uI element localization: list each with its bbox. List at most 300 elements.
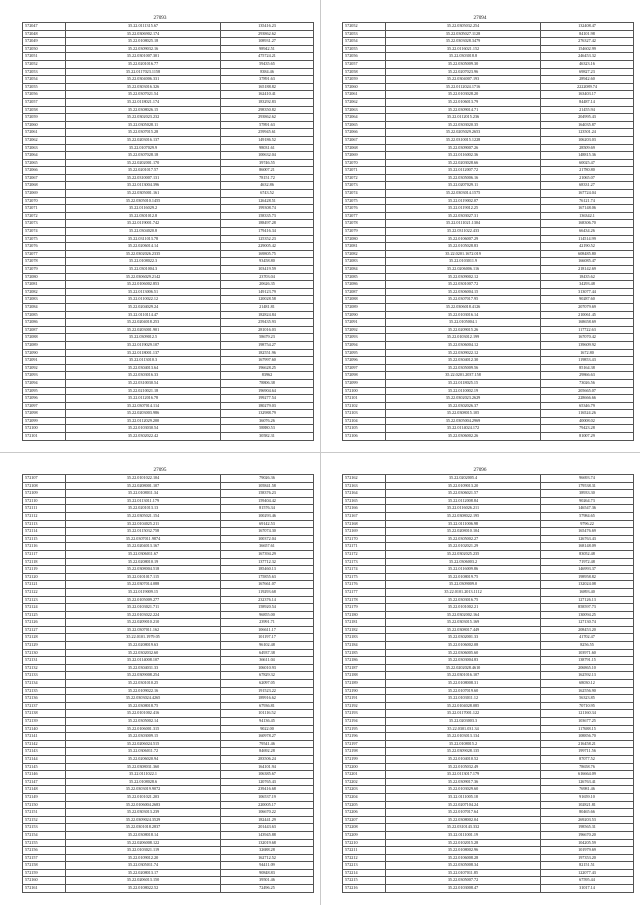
row-id-cell: 572199 <box>343 755 386 763</box>
parcel-code-cell: 35.22.0305032.254 <box>386 23 541 31</box>
parcel-code-cell: 35.22.0305006.16 <box>386 174 541 182</box>
row-id-cell: 572096 <box>343 357 386 365</box>
amount-cell: 57984.65 <box>541 512 634 520</box>
parcel-code-cell: 35.22.0311013.78 <box>66 235 221 243</box>
table-row <box>23 664 314 672</box>
amount-cell: 164035.87 <box>541 121 634 129</box>
row-id-cell: 572159 <box>23 869 66 877</box>
row-id-cell: 572121 <box>23 581 66 589</box>
table-row <box>23 182 314 190</box>
row-id-cell: 572083 <box>343 258 386 266</box>
row-id-cell: 572191 <box>343 695 386 703</box>
row-id-cell: 572082 <box>23 288 66 296</box>
parcel-code-cell: 35.22.0308031.360 <box>66 763 221 771</box>
table-row <box>23 379 314 387</box>
row-id-cell: 572076 <box>343 205 386 213</box>
amount-cell: 28509.69 <box>541 144 634 152</box>
row-id-cell: 572100 <box>23 425 66 433</box>
row-id-cell: 572204 <box>343 793 386 801</box>
row-id-cell: 572092 <box>343 326 386 334</box>
table-row <box>343 596 634 604</box>
row-id-cell: 572072 <box>343 174 386 182</box>
table-row <box>23 319 314 327</box>
table-row <box>23 740 314 748</box>
parcel-code-cell: 35.22.0107019.60 <box>386 687 541 695</box>
table-row <box>23 311 314 319</box>
parcel-code-cell: 35.22.0308026.15 <box>66 106 221 114</box>
amount-cell: 21455.94 <box>541 106 634 114</box>
row-id-cell: 572203 <box>343 786 386 794</box>
amount-cell: 106537.19 <box>221 793 314 801</box>
parcel-code-cell: 35.22.0111001.19 <box>386 831 541 839</box>
amount-cell: 56323.85 <box>541 695 634 703</box>
table-row <box>23 505 314 513</box>
table-row <box>23 190 314 198</box>
parcel-code-cell: 35.22.0103011.9 <box>386 258 541 266</box>
table-row <box>343 364 634 372</box>
table-row <box>23 357 314 365</box>
parcel-code-cell: 35.22.0106004.2683 <box>66 801 221 809</box>
row-id-cell: 572126 <box>23 619 66 627</box>
parcel-code-cell: 35.22.0111022.1 <box>66 771 221 779</box>
parcel-code-cell: 35.22.0308002.04 <box>386 816 541 824</box>
row-id-cell: 572129 <box>23 642 66 650</box>
amount-cell: 201443.63 <box>221 824 314 832</box>
table-row <box>23 512 314 520</box>
amount-cell: 210061.45 <box>541 311 634 319</box>
amount-cell: 21481.81 <box>221 303 314 311</box>
table-row <box>23 30 314 38</box>
amount-cell: 94411.09 <box>221 862 314 870</box>
row-id-cell: 572196 <box>343 733 386 741</box>
table-row <box>23 144 314 152</box>
amount-cell: 100372.04 <box>221 535 314 543</box>
table-row <box>343 831 634 839</box>
parcel-code-cell: 35.22.0307017.95 <box>386 296 541 304</box>
parcel-code-cell: 35.22.0204013.167 <box>66 543 221 551</box>
parcel-code-cell: 35.22.0106013.79 <box>386 98 541 106</box>
row-id-cell: 572067 <box>343 136 386 144</box>
table-row <box>343 695 634 703</box>
amount-cell: 127130.74 <box>541 619 634 627</box>
table-row <box>23 38 314 46</box>
row-id-cell: 572174 <box>343 566 386 574</box>
table-row <box>343 395 634 403</box>
table-row <box>343 379 634 387</box>
amount-cell: 167724.04 <box>541 190 634 198</box>
parcel-code-cell: 35.22.0301012.8 <box>66 212 221 220</box>
amount-cell: 146993.37 <box>541 566 634 574</box>
parcel-code-cell: 35.22.0307011.9874 <box>66 535 221 543</box>
parcel-code-cell: 35.22.0305021.154 <box>66 512 221 520</box>
row-id-cell: 572061 <box>23 129 66 137</box>
table-row <box>23 801 314 809</box>
ledger-table <box>22 22 314 441</box>
table-row <box>23 588 314 596</box>
parcel-code-cell: 35.22.0303016.75 <box>386 596 541 604</box>
amount-cell: 158335.73 <box>221 212 314 220</box>
page-27093 <box>22 14 298 441</box>
parcel-code-cell: 35.22.0306002.26 <box>386 433 541 441</box>
amount-cell: 165476.69 <box>541 528 634 536</box>
parcel-code-cell: 35.22.0206024.515 <box>66 740 221 748</box>
parcel-code-cell: 35.22.0110022.12 <box>66 296 221 304</box>
row-id-cell: 572164 <box>343 490 386 498</box>
amount-cell: 259945.61 <box>221 129 314 137</box>
amount-cell: 229005.42 <box>221 243 314 251</box>
amount-cell: 36657.61 <box>221 543 314 551</box>
amount-cell: 62097.05 <box>221 680 314 688</box>
parcel-code-cell: 35.22.0308018.14 <box>66 831 221 839</box>
row-id-cell: 572065 <box>343 121 386 129</box>
amount-cell: 119853.43 <box>541 357 634 365</box>
row-id-cell: 572179 <box>343 604 386 612</box>
table-row <box>343 680 634 688</box>
parcel-code-cell: 35.22.0303028.3479 <box>386 38 541 46</box>
amount-cell: 167148.06 <box>541 205 634 213</box>
row-id-cell: 572087 <box>23 326 66 334</box>
row-id-cell: 572059 <box>343 76 386 84</box>
table-row <box>23 550 314 558</box>
table-row <box>23 425 314 433</box>
row-id-cell: 572168 <box>343 520 386 528</box>
row-id-cell: 572084 <box>23 303 66 311</box>
row-id-cell: 572131 <box>23 657 66 665</box>
amount-cell: 165188.82 <box>221 83 314 91</box>
parcel-code-cell: 35.22.0115032.758 <box>66 528 221 536</box>
amount-cell: 108931.27 <box>221 38 314 46</box>
amount-cell: 98942.51 <box>221 45 314 53</box>
amount-cell: 101197.17 <box>221 634 314 642</box>
amount-cell: 103971.60 <box>541 649 634 657</box>
amount-cell: 103419.59 <box>221 266 314 274</box>
table-row <box>343 581 634 589</box>
parcel-code-cell: 35.22.0306902.174 <box>66 30 221 38</box>
row-id-cell: 572060 <box>343 83 386 91</box>
amount-cell: 293862.62 <box>221 30 314 38</box>
row-id-cell: 572145 <box>23 763 66 771</box>
amount-cell: 146547.36 <box>541 505 634 513</box>
row-id-cell: 572066 <box>23 167 66 175</box>
page-title: 27093 <box>153 15 167 21</box>
row-id-cell: 572178 <box>343 596 386 604</box>
table-row <box>23 296 314 304</box>
row-id-cell: 572074 <box>343 190 386 198</box>
parcel-code-cell: 35.22.0118001.137 <box>66 349 221 357</box>
row-id-cell: 572186 <box>343 657 386 665</box>
amount-cell: 208453.20 <box>541 626 634 634</box>
parcel-code-cell: 35.22.0301007.72 <box>386 281 541 289</box>
parcel-code-cell: 35.22.0305028.11 <box>66 121 221 129</box>
table-row <box>343 433 634 441</box>
parcel-code-cell: 35.22.0202005.4 <box>386 475 541 483</box>
row-id-cell: 572214 <box>343 869 386 877</box>
table-row <box>343 425 634 433</box>
row-id-cell: 572106 <box>343 433 386 441</box>
parcel-code-cell: 35.22.0116009.86 <box>386 566 541 574</box>
amount-cell: 239416.68 <box>221 786 314 794</box>
row-id-cell: 572080 <box>343 235 386 243</box>
amount-cell: 46323.16 <box>541 60 634 68</box>
parcel-code-cell: 35.22.0116002.36 <box>386 152 541 160</box>
table-row <box>343 387 634 395</box>
parcel-code-cell: 35.22.0101.1979.05 <box>66 634 221 642</box>
row-id-cell: 572090 <box>23 349 66 357</box>
amount-cell: 84692.28 <box>221 748 314 756</box>
row-id-cell: 572146 <box>23 771 66 779</box>
amount-cell: 298350.82 <box>221 106 314 114</box>
amount-cell: 121160.34 <box>541 710 634 718</box>
table-row <box>23 755 314 763</box>
amount-cell: 87077.52 <box>541 755 634 763</box>
table-row <box>343 288 634 296</box>
parcel-code-cell: 35.22.0101021.203 <box>66 793 221 801</box>
table-row <box>23 372 314 380</box>
amount-cell: 96855.00 <box>221 611 314 619</box>
parcel-code-cell: 35.22.0104010.52 <box>386 755 541 763</box>
row-id-cell: 572055 <box>23 83 66 91</box>
amount-cell: 117722.63 <box>541 326 634 334</box>
parcel-code-cell: 35.22.0202001.170 <box>66 159 221 167</box>
amount-cell: 60025.47 <box>541 159 634 167</box>
row-id-cell: 572099 <box>343 379 386 387</box>
amount-cell: 182551.96 <box>221 349 314 357</box>
row-id-cell: 572166 <box>343 505 386 513</box>
row-id-cell: 572183 <box>343 634 386 642</box>
amount-cell: 102821.81 <box>541 801 634 809</box>
row-id-cell: 572055 <box>343 45 386 53</box>
table-row <box>343 619 634 627</box>
row-id-cell: 572081 <box>23 281 66 289</box>
amount-cell: 220005.17 <box>221 801 314 809</box>
parcel-code-cell: 35.22.0111006.98 <box>386 520 541 528</box>
table-row <box>23 482 314 490</box>
table-row <box>343 220 634 228</box>
amount-cell: 67936.81 <box>221 702 314 710</box>
row-id-cell: 572092 <box>23 364 66 372</box>
table-row <box>343 38 634 46</box>
amount-cell: 2222089.74 <box>541 83 634 91</box>
parcel-code-cell: 35.22.0106007.29 <box>386 235 541 243</box>
parcel-code-cell: 35.22.0303014.1575 <box>386 190 541 198</box>
table-row <box>23 281 314 289</box>
amount-cell: 106611.17 <box>221 626 314 634</box>
parcel-code-cell: 35.22.0106001.315 <box>66 725 221 733</box>
amount-cell: 1672.80 <box>541 349 634 357</box>
table-row <box>343 136 634 144</box>
table-row <box>343 121 634 129</box>
table-row <box>23 831 314 839</box>
row-id-cell: 572057 <box>23 98 66 106</box>
amount-cell: 31017.14 <box>541 885 634 893</box>
table-row <box>23 596 314 604</box>
row-id-cell: 572100 <box>343 387 386 395</box>
table-row <box>23 748 314 756</box>
row-id-cell: 572081 <box>343 243 386 251</box>
amount-cell: 162556.90 <box>541 687 634 695</box>
amount-cell: 132019.68 <box>221 839 314 847</box>
parcel-code-cell: 35.22.0116026.211 <box>386 505 541 513</box>
table-row <box>343 687 634 695</box>
row-id-cell: 572094 <box>23 379 66 387</box>
parcel-code-cell: 35.22.0102015.28 <box>386 839 541 847</box>
row-id-cell: 572128 <box>23 634 66 642</box>
table-row <box>343 114 634 122</box>
row-id-cell: 572102 <box>343 402 386 410</box>
table-row <box>343 341 634 349</box>
parcel-code-cell: 35.22.0101022.104 <box>66 475 221 483</box>
parcel-code-cell: 35.22.0306021.57 <box>386 490 541 498</box>
row-id-cell: 572066 <box>343 129 386 137</box>
table-row <box>23 718 314 726</box>
table-row <box>343 258 634 266</box>
table-row <box>343 657 634 665</box>
row-id-cell: 572172 <box>343 550 386 558</box>
parcel-code-cell: 35.22.0301.031.34 <box>386 725 541 733</box>
table-row <box>343 520 634 528</box>
row-id-cell: 572189 <box>343 680 386 688</box>
row-id-cell: 572141 <box>23 733 66 741</box>
parcel-code-cell: 35.22.0112015.236 <box>386 114 541 122</box>
table-row <box>23 212 314 220</box>
parcel-code-cell: 35.22.0302001.33 <box>386 634 541 642</box>
amount-cell: 41702.47 <box>541 634 634 642</box>
row-id-cell: 572093 <box>23 372 66 380</box>
parcel-code-cell: 35.22.0305010.1455 <box>66 197 221 205</box>
parcel-code-cell: 35.22.0306029.2142 <box>66 273 221 281</box>
amount-cell: 67595.44 <box>541 877 634 885</box>
parcel-code-cell: 35.22.0108011.34 <box>66 490 221 498</box>
table-row <box>343 550 634 558</box>
parcel-code-cell: 35.22.0111021.1304 <box>386 220 541 228</box>
row-id-cell: 572090 <box>343 311 386 319</box>
row-id-cell: 572169 <box>343 528 386 536</box>
row-id-cell: 572051 <box>23 53 66 61</box>
amount-cell: 21780.80 <box>541 167 634 175</box>
row-id-cell: 572085 <box>23 311 66 319</box>
table-row <box>343 497 634 505</box>
table-row <box>23 433 314 441</box>
row-id-cell: 572161 <box>23 885 66 893</box>
row-id-cell: 572171 <box>343 543 386 551</box>
amount-cell: 136342.1 <box>541 212 634 220</box>
row-id-cell: 572180 <box>343 611 386 619</box>
row-id-cell: 572111 <box>23 505 66 513</box>
parcel-code-cell: 35.22.0103016.14 <box>386 311 541 319</box>
amount-cell: 100632.04 <box>221 152 314 160</box>
parcel-code-cell: 35.22.0310015.1228 <box>386 136 541 144</box>
table-row <box>23 106 314 114</box>
parcel-code-cell: 35.22.0302026.37 <box>386 402 541 410</box>
table-row <box>343 604 634 612</box>
table-row <box>23 490 314 498</box>
parcel-code-cell: 35.22.0103011.12 <box>386 695 541 703</box>
amount-cell: 206865.10 <box>541 664 634 672</box>
table-row <box>23 649 314 657</box>
table-row <box>343 649 634 657</box>
parcel-code-cell: 35.22.0310007.131 <box>66 174 221 182</box>
amount-cell: 73026.56 <box>541 379 634 387</box>
amount-cell: 70710.95 <box>541 702 634 710</box>
amount-cell: 196904.64 <box>221 387 314 395</box>
table-row <box>23 611 314 619</box>
parcel-code-cell: 35.22.0114008.107 <box>66 657 221 665</box>
table-row <box>23 619 314 627</box>
parcel-code-cell: 35.22.0307014.114 <box>66 402 221 410</box>
row-id-cell: 572176 <box>343 581 386 589</box>
parcel-code-cell: 35.22.0108019.75 <box>386 573 541 581</box>
table-row <box>343 535 634 543</box>
row-id-cell: 572063 <box>343 106 386 114</box>
amount-cell: 167070.42 <box>541 334 634 342</box>
parcel-code-cell: 35.22.0112007.72 <box>386 167 541 175</box>
parcel-code-cell: 35.22.0307015.28 <box>66 129 221 137</box>
amount-cell: 162410.41 <box>221 91 314 99</box>
amount-cell: 106385.67 <box>221 771 314 779</box>
row-id-cell: 572153 <box>23 824 66 832</box>
amount-cell: 34293.48 <box>541 281 634 289</box>
amount-cell: 104205.59 <box>541 839 634 847</box>
table-row <box>23 854 314 862</box>
row-id-cell: 572158 <box>23 862 66 870</box>
table-row <box>23 877 314 885</box>
parcel-code-cell: 35.22.0303009.15 <box>66 733 221 741</box>
row-id-cell: 572099 <box>23 417 66 425</box>
amount-cell: 216458.21 <box>541 740 634 748</box>
parcel-code-cell: 35.22.0206014.14 <box>66 243 221 251</box>
amount-cell: 78151.72 <box>221 174 314 182</box>
row-id-cell: 572205 <box>343 801 386 809</box>
table-row <box>23 862 314 870</box>
amount-cell: 66434.26 <box>541 228 634 236</box>
table-row <box>343 30 634 38</box>
amount-cell: 189916.62 <box>221 695 314 703</box>
row-id-cell: 572112 <box>23 512 66 520</box>
row-id-cell: 572047 <box>23 23 66 31</box>
table-row <box>343 854 634 862</box>
amount-cell: 83962 <box>221 372 314 380</box>
parcel-code-cell: 35.22.0307011.162 <box>66 626 221 634</box>
row-id-cell: 572132 <box>23 664 66 672</box>
amount-cell: 105841.58 <box>221 482 314 490</box>
row-id-cell: 572071 <box>343 167 386 175</box>
amount-cell: 59435.65 <box>221 60 314 68</box>
table-row <box>343 740 634 748</box>
row-id-cell: 572094 <box>343 341 386 349</box>
amount-cell: 162592.13 <box>541 672 634 680</box>
parcel-code-cell: 35.22.0119029.107 <box>66 341 221 349</box>
parcel-code-cell: 35.22.0302002.164 <box>386 611 541 619</box>
table-row <box>23 778 314 786</box>
row-id-cell: 572149 <box>23 793 66 801</box>
table-row <box>23 243 314 251</box>
parcel-code-cell: 35.22.0303015.169 <box>386 619 541 627</box>
row-id-cell: 572101 <box>23 433 66 441</box>
parcel-code-cell: 35.22.0304013.64 <box>66 364 221 372</box>
table-row <box>23 98 314 106</box>
row-id-cell: 572167 <box>343 512 386 520</box>
amount-cell: 42190.52 <box>541 243 634 251</box>
row-id-cell: 572120 <box>23 573 66 581</box>
parcel-code-cell: 35.22.0103012.199 <box>386 334 541 342</box>
ledger-table <box>342 474 634 893</box>
parcel-code-cell: 35.22.0101002.416 <box>66 710 221 718</box>
table-row <box>23 543 314 551</box>
row-id-cell: 572089 <box>23 341 66 349</box>
table-row <box>343 611 634 619</box>
table-row <box>23 634 314 642</box>
parcel-code-cell: 35.22.0301016.107 <box>386 672 541 680</box>
